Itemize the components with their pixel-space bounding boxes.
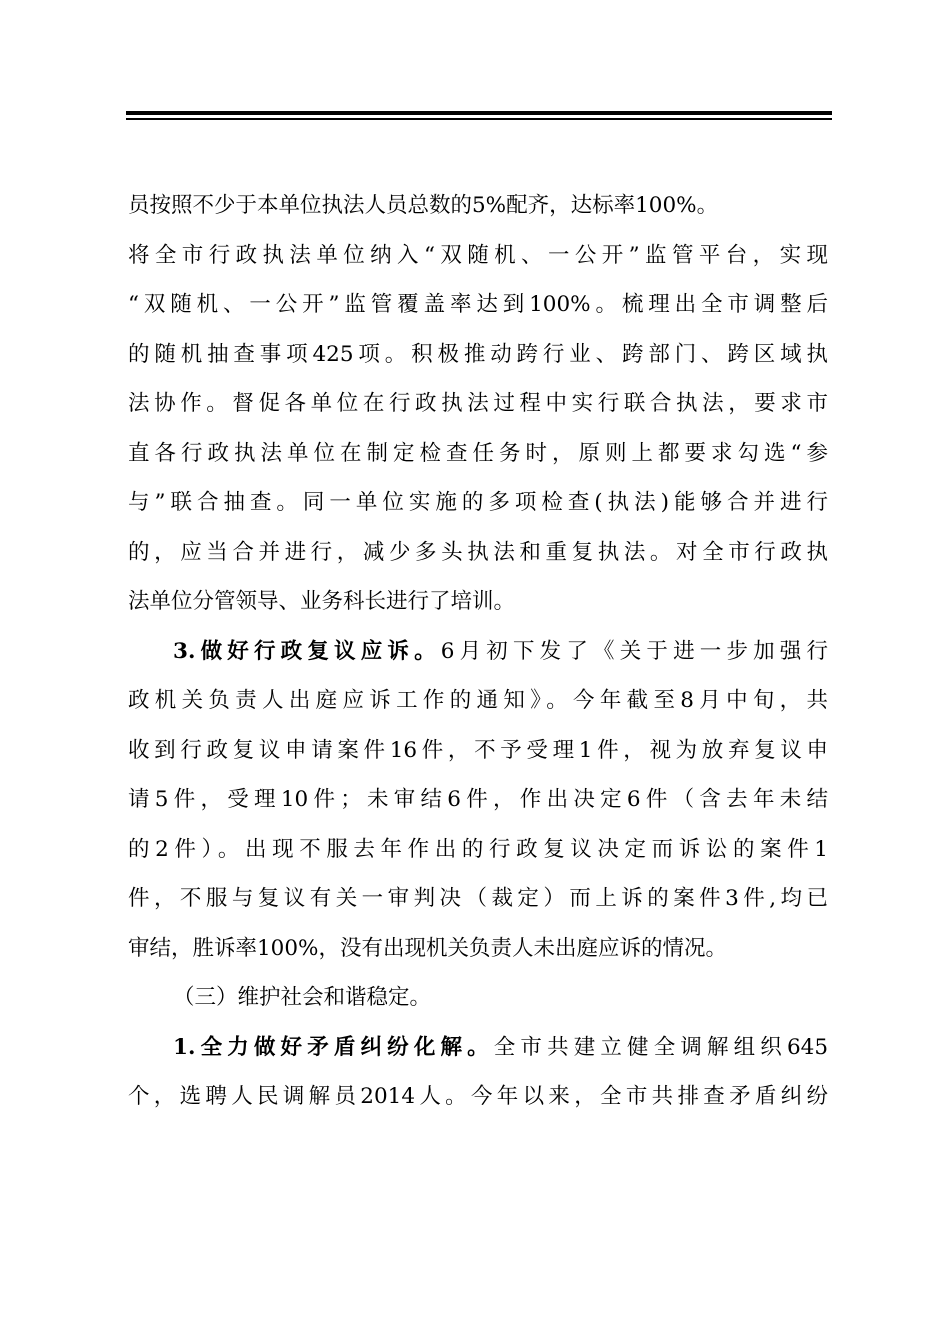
header-rule-thin xyxy=(126,118,832,120)
body-text-segment: 审结，胜诉率100%，没有出现机关负责人未出庭应诉的情况。 xyxy=(128,935,727,961)
body-text-segment: 请5件，受理10件；未审结6件，作出决定6件（含去年未结 xyxy=(128,787,828,812)
body-text-segment: 直各行政执法单位在制定检查任务时，原则上都要求勾选“参 xyxy=(128,440,828,466)
text-line xyxy=(128,379,828,429)
text-line xyxy=(128,231,828,281)
body-text-segment: 将全市行政执法单位纳入“双随机、一公开”监管平台，实现 xyxy=(128,242,828,268)
body-text-segment: 的2件）。出现不服去年作出的行政复议决定而诉讼的案件1 xyxy=(128,836,828,862)
body-text-segment: 与”联合抽查。同一单位实施的多项检查(执法)能够合并进行 xyxy=(128,490,828,515)
body-text-segment: 个，选聘人民调解员2014人。今年以来，全市共排查矛盾纠纷 xyxy=(128,1084,828,1109)
text-line xyxy=(128,330,828,380)
body-text-segment: 件，不服与复议有关一审判决（裁定）而上诉的案件3件,均已 xyxy=(128,886,828,911)
body-text-segment: 政机关负责人出庭应诉工作的通知》。今年截至8月中旬，共 xyxy=(128,688,828,713)
body-text-segment: “双随机、一公开”监管覆盖率达到100%。梳理出全市调整后 xyxy=(128,292,828,317)
body-text-segment: 的随机抽查事项425项。积极推动跨行业、跨部门、跨区域执 xyxy=(128,341,828,367)
body-text-segment: 6月初下发了《关于进一步加强行 xyxy=(440,638,828,664)
text-line xyxy=(128,874,828,924)
header-double-rule xyxy=(126,111,832,121)
bold-heading-text: 3.做好行政复议应诉。 xyxy=(173,638,441,664)
text-line xyxy=(128,181,828,231)
body-text-segment: 法协作。督促各单位在行政执法过程中实行联合执法，要求市 xyxy=(128,391,828,416)
body-text-segment: 收到行政复议申请案件16件，不予受理1件，视为放弃复议申 xyxy=(128,737,828,763)
text-line xyxy=(128,1023,828,1073)
document-body xyxy=(128,181,828,1122)
text-line xyxy=(128,676,828,726)
text-line xyxy=(128,1072,828,1122)
text-line xyxy=(128,478,828,528)
body-text-segment: 员按照不少于本单位执法人员总数的5%配齐，达标率100%。 xyxy=(128,193,719,218)
text-line xyxy=(128,973,828,1023)
text-line xyxy=(128,726,828,776)
text-line xyxy=(128,577,828,627)
text-line xyxy=(128,627,828,677)
text-line xyxy=(128,825,828,875)
text-line xyxy=(128,429,828,479)
body-text-segment: 法单位分管领导、业务科长进行了培训。 xyxy=(128,589,516,614)
body-text-segment: 的，应当合并进行，减少多头执法和重复执法。对全市行政执 xyxy=(128,539,828,565)
body-text-segment: 全市共建立健全调解组织645 xyxy=(493,1034,828,1060)
text-line xyxy=(128,924,828,974)
bold-heading-text: 1.全力做好矛盾纠纷化解。 xyxy=(173,1034,494,1060)
header-rule-thick xyxy=(126,111,832,115)
text-line xyxy=(128,775,828,825)
text-line xyxy=(128,280,828,330)
text-line xyxy=(128,528,828,578)
body-text-segment: （三）维护社会和谐稳定。 xyxy=(173,985,432,1010)
